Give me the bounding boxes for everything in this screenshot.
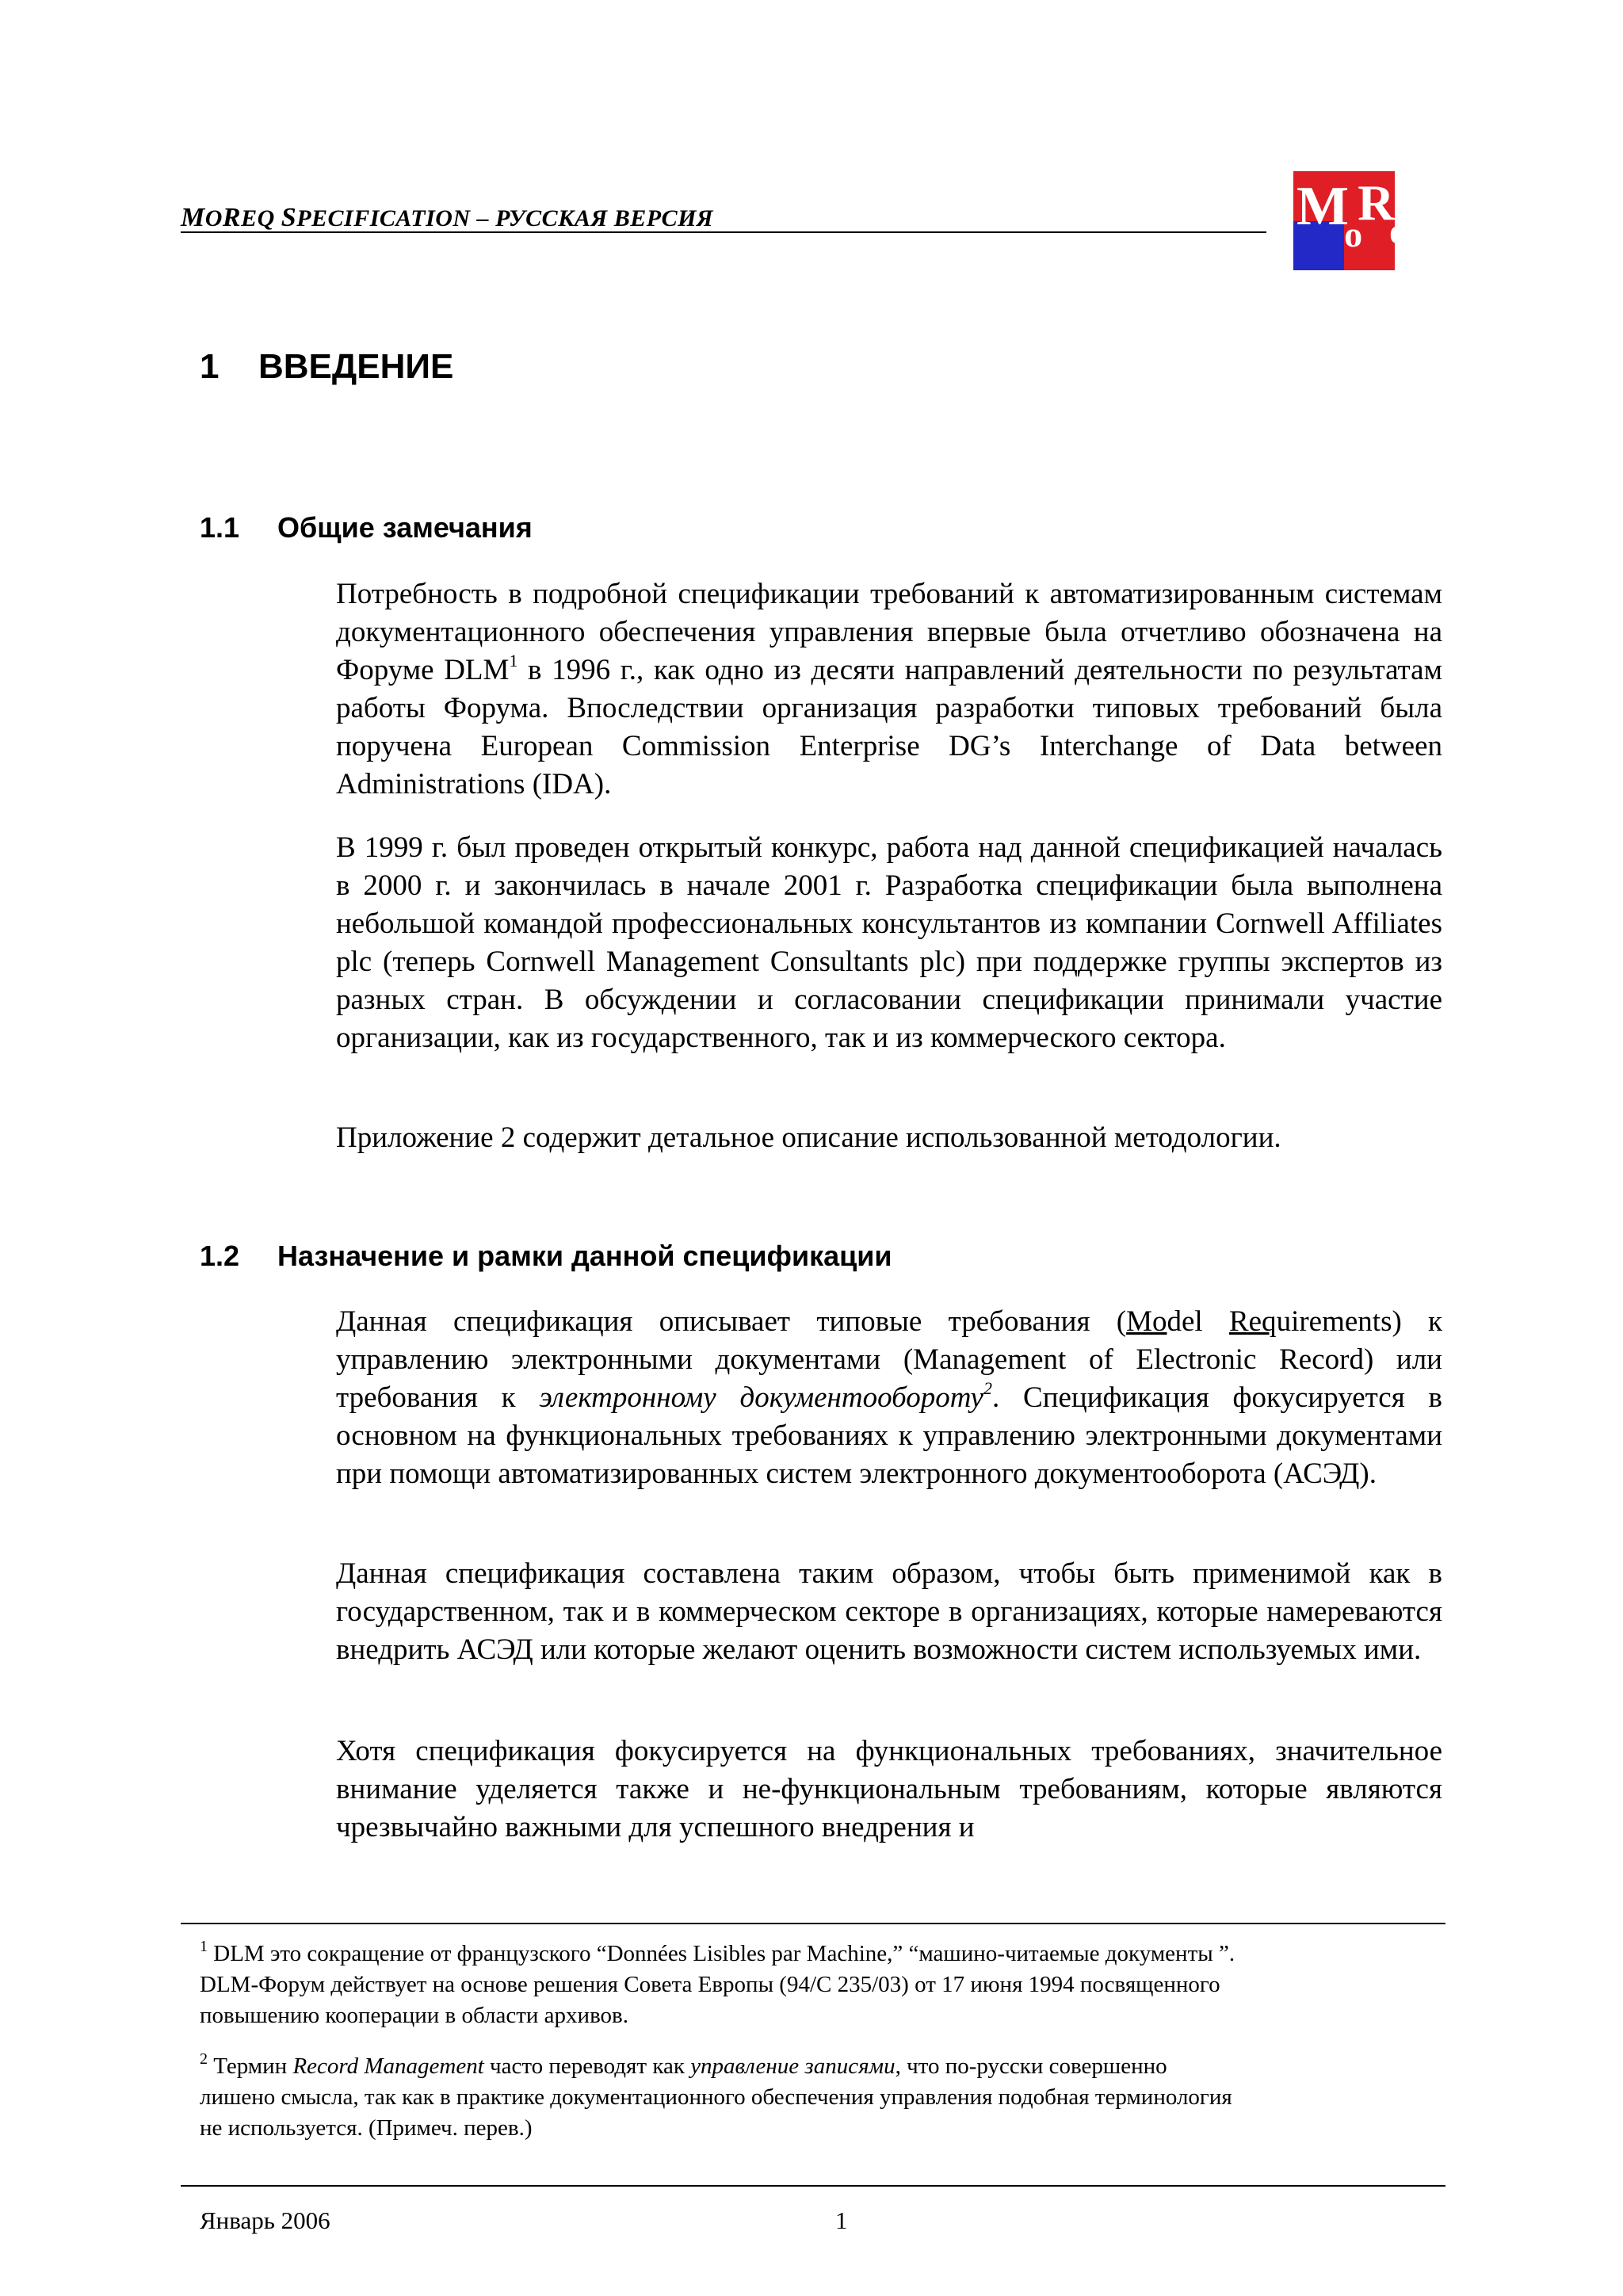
footnote-text: Термин: [208, 2053, 293, 2079]
footnote-text: Record Management: [292, 2053, 484, 2079]
section-title: Общие замечания: [277, 511, 533, 544]
header-title-part: EQ: [241, 205, 275, 231]
chapter-title: ВВЕДЕНИЕ: [258, 347, 454, 386]
chapter-heading: [200, 347, 453, 387]
section-number: 1.1: [200, 511, 240, 544]
chapter-number: 1: [200, 347, 220, 386]
footnote-text: DLM-Форум действует на основе решения Совета Европы (94/С 235/03) от 17 июня 1994 посвященного: [200, 1972, 1220, 1997]
footnote-text: DLM это сокращение от французского “Données Lisibles par Machine,” “машино-читаемые документы ”.: [208, 1941, 1235, 1966]
paragraph-text: В 1999 г. был проведен открытый конкурс, работа над данной спецификацией началась в 2000 г. и закончилась в начале 2001 г. Разработка спецификации была выполнена небольшой командой профессиональных консультантов из компании Cornwell Affiliates plc (теперь Cornwell Management Consultants plc) при поддержке группы экспертов из разных стран. В обсуждении и согласовании спецификации принимали участие организации, как из государственного, так и из коммерческого сектора.: [336, 831, 1442, 1054]
paragraph-text: Хотя спецификация фокусируется на функциональных требованиях, значительное внимание уделяется также и не-функциональным требованиям, которые являются чрезвычайно важными для успешного внедрения и: [336, 1735, 1442, 1843]
paragraph-text: Данная спецификация описывает типовые требования (: [336, 1305, 1127, 1338]
footnote-number: 1: [200, 1938, 208, 1955]
paragraph-text: . Спецификация фокусируется в основном на функциональных требованиях к управлению электронными документами при помощи автоматизированных систем электронного документооборота (АСЭД).: [336, 1381, 1442, 1490]
paragraph-text: Данная спецификация составлена таким образом, чтобы быть применимой как в государственном, так и в коммерческом секторе в организациях, которые намереваются внедрить АСЭД или которые желают оценить возможности систем используемых ими.: [336, 1557, 1442, 1666]
paragraph-text: Приложение 2 содержит детальное описание использованной методологии.: [336, 1121, 1281, 1154]
header-title: [181, 203, 713, 233]
paragraph-text: в 1996 г., как одно из десяти направлений деятельности по результатам работы Форума. Впоследствии организация разработки типовых требований была поручена European Commission Enterprise DG’s Interchange of Data between Administrations (IDA).: [336, 654, 1442, 800]
section-title: Назначение и рамки данной спецификации: [277, 1240, 892, 1272]
header-title-part: S: [281, 203, 297, 232]
header-title-part: O: [204, 205, 223, 231]
header-title-part: R: [222, 203, 242, 232]
paragraph-text: Потребность в подробной спецификации требований к автоматизированным системам документационного обеспечения управления впервые была отчетливо обозначена на Форуме DLM: [336, 578, 1442, 686]
footnote-ref[interactable]: 2: [983, 1378, 992, 1398]
paragraph: [336, 1733, 1442, 1847]
paragraph: [336, 1303, 1442, 1493]
paragraph: [336, 1555, 1442, 1669]
moreq-logo: $M_oR_{eq}$: [1293, 171, 1395, 270]
footnote-text: управление записями: [690, 2053, 896, 2079]
footnote-1: [200, 1939, 1436, 2031]
footnote-text: лишено смысла, так как в практике документационного обеспечения управления подобная терминология: [200, 2084, 1232, 2110]
footnote-divider: [181, 1923, 1445, 1924]
paragraph: [336, 575, 1442, 804]
footer-date: Январь 2006: [200, 2206, 330, 2234]
paragraph: [336, 1119, 1442, 1157]
footnote-number: 2: [200, 2050, 208, 2068]
footnote-text: , что по-русски совершенно: [895, 2053, 1167, 2079]
paragraph-text: Req: [1228, 1305, 1277, 1338]
footnote-text: не используется. (Примеч. перев.): [200, 2115, 533, 2141]
paragraph-text: электронному документообороту: [539, 1381, 983, 1414]
header-title-part: M: [181, 203, 205, 232]
section-heading-1-1: [200, 511, 533, 544]
paragraph-text: uirements) к управлению электронными документами (Management of Electronic Record) или требования к: [336, 1305, 1443, 1414]
section-heading-1-2: [200, 1240, 892, 1273]
running-header: [181, 198, 1266, 233]
page-number: 1: [835, 2206, 848, 2234]
footnote-text: часто переводят как: [483, 2053, 691, 2079]
footnote-2: [200, 2051, 1436, 2144]
paragraph-text: Mo: [1126, 1305, 1167, 1338]
footer-divider: [181, 2185, 1445, 2187]
header-title-part: PECIFICATION – РУССКАЯ ВЕРСИЯ: [296, 205, 714, 231]
footnote-text: повышению кооперации в области архивов.: [200, 2003, 629, 2028]
paragraph: [336, 829, 1442, 1057]
footnote-ref[interactable]: 1: [509, 651, 518, 670]
paragraph-text: del: [1167, 1305, 1229, 1338]
section-number: 1.2: [200, 1240, 240, 1272]
